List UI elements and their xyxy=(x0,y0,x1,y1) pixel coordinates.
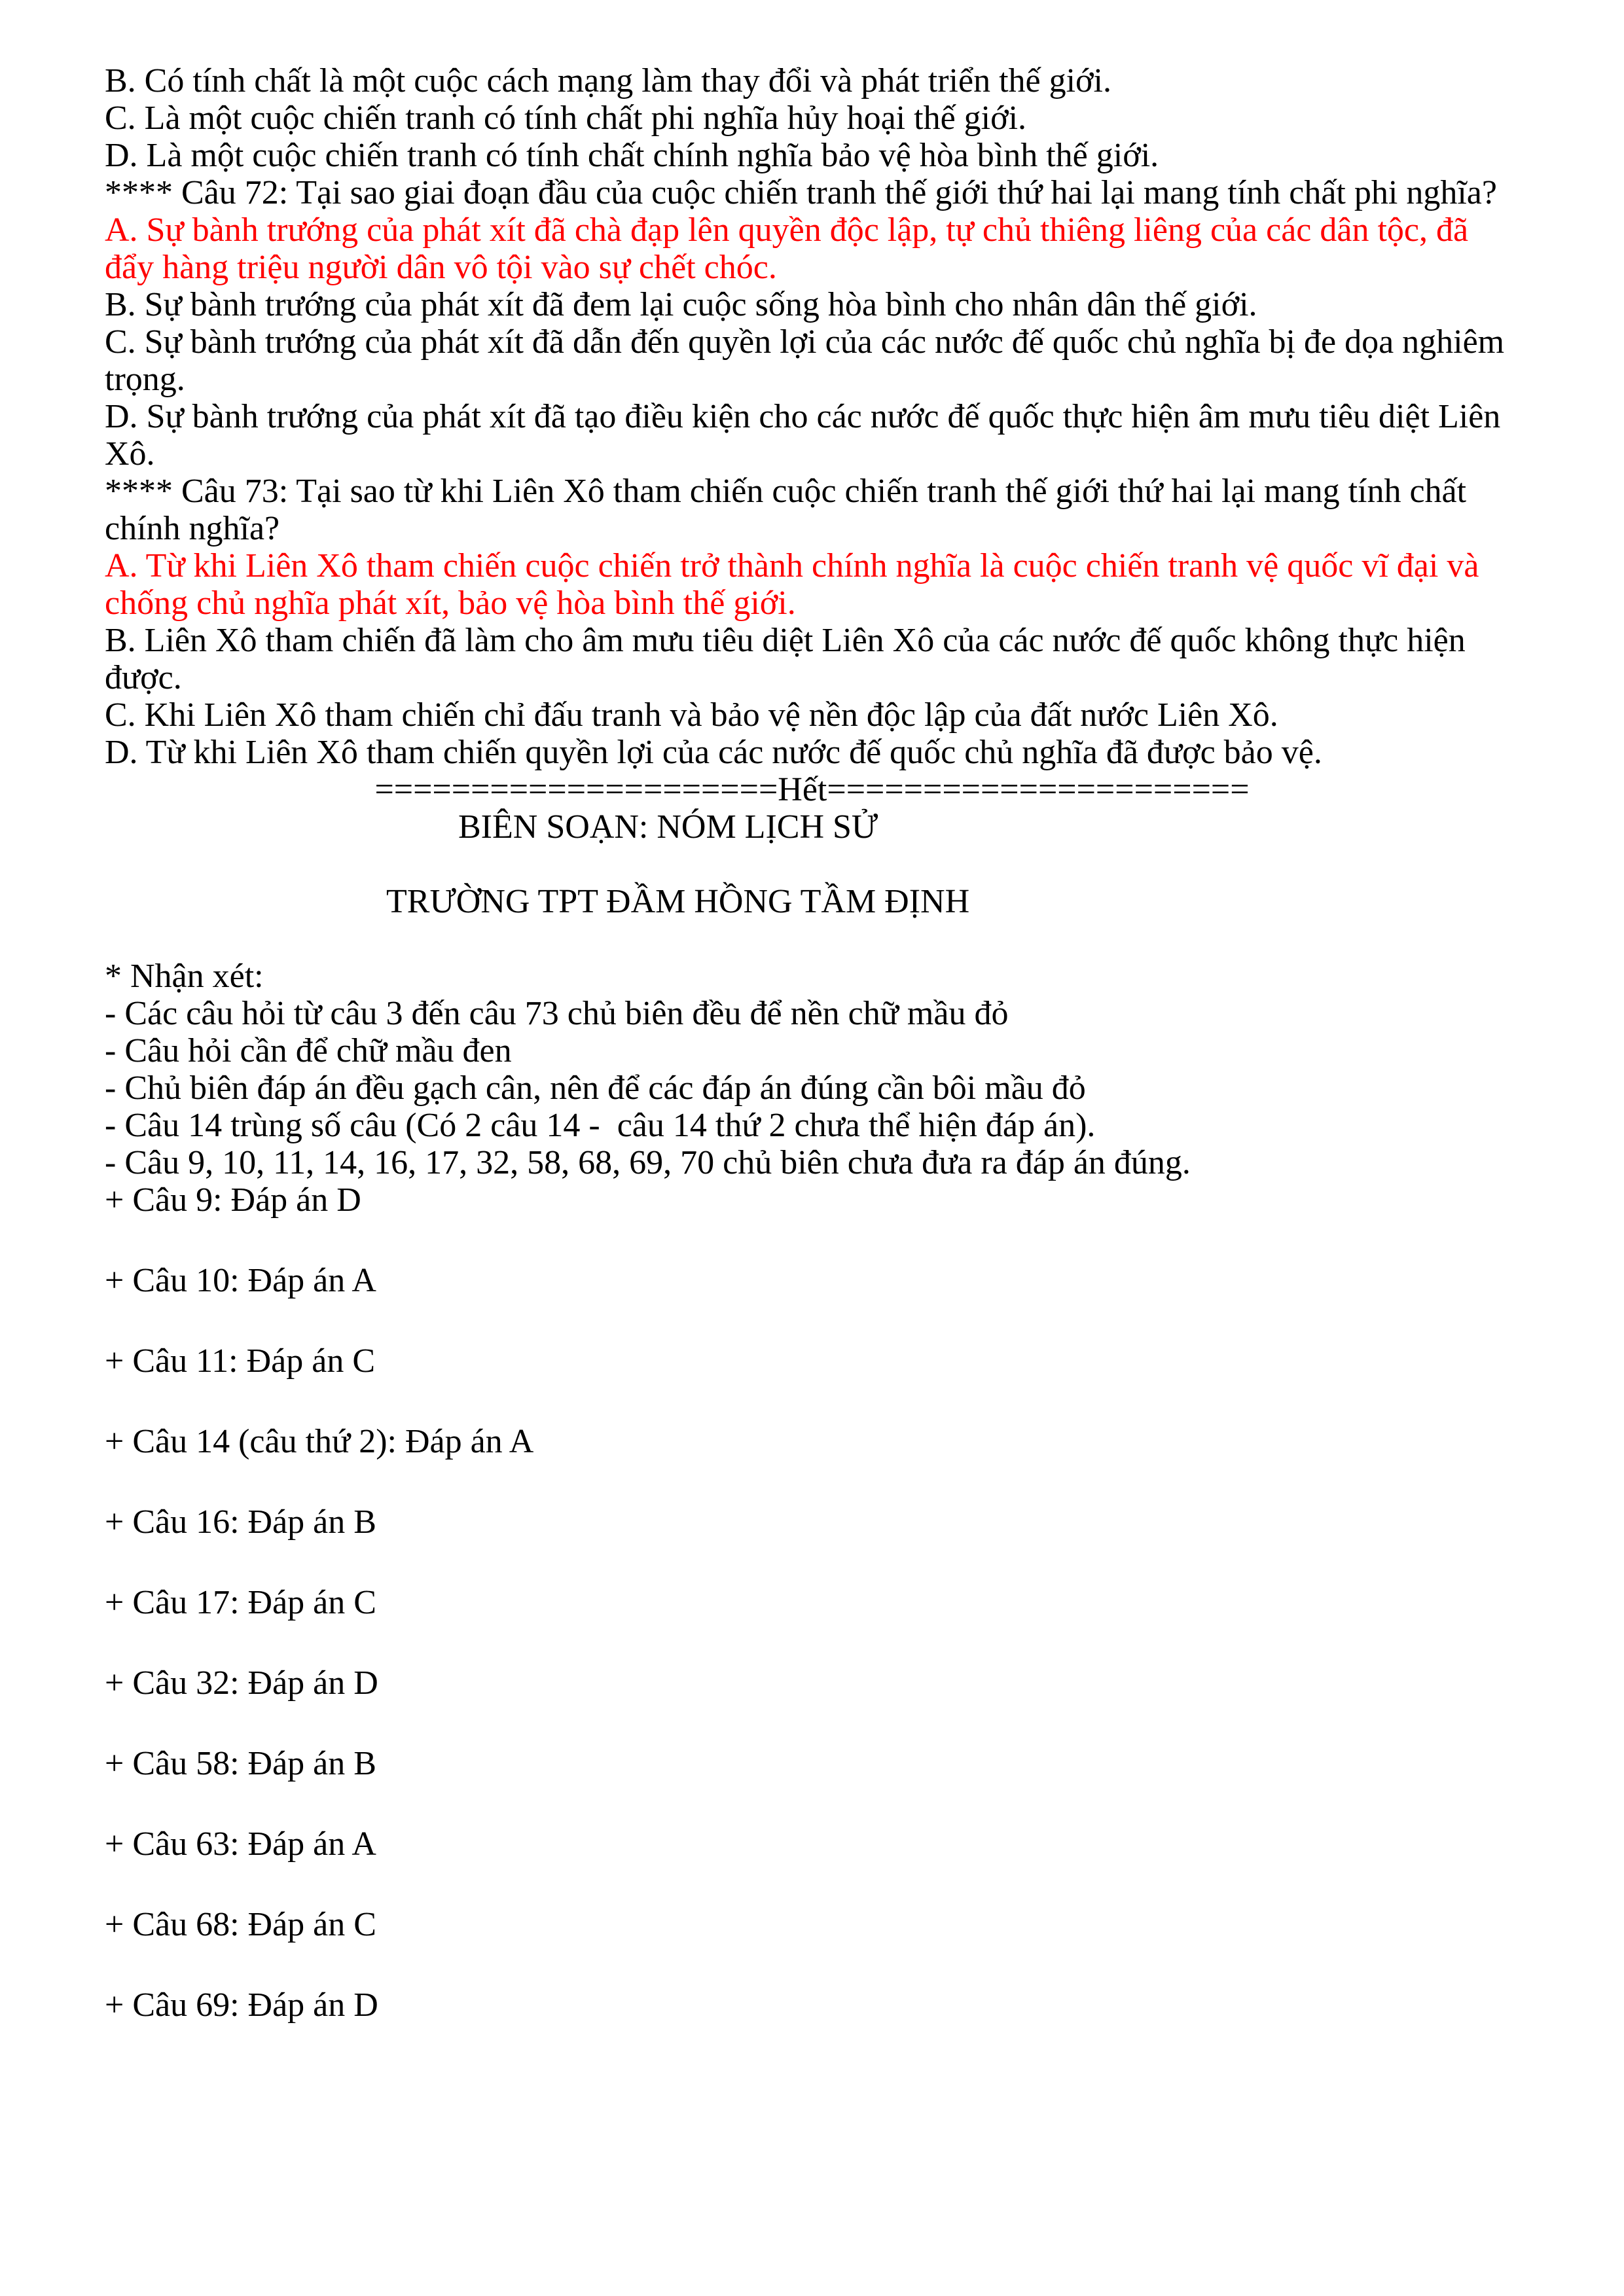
option-paragraph: C. Sự bành trướng của phát xít đã dẫn đến quyền lợi của các nước đế quốc chủ nghĩa bị đe dọa nghiêm trọng. xyxy=(105,323,1513,398)
question-paragraph: **** Câu 73: Tại sao từ khi Liên Xô tham chiến cuộc chiến tranh thế giới thứ hai lại mang tính chất chính nghĩa? xyxy=(105,473,1475,547)
option-paragraph: D. Là một cuộc chiến tranh có tính chất chính nghĩa bảo vệ hòa bình thế giới. xyxy=(105,137,1159,174)
credit-paragraph: BIÊN SOẠN: NÓM LỊCH SỬ xyxy=(458,808,878,846)
answer-paragraph: + Câu 63: Đáp án A xyxy=(105,1825,376,1863)
option-paragraph: C. Khi Liên Xô tham chiến chỉ đấu tranh và bảo vệ nền độc lập của đất nước Liên Xô. xyxy=(105,696,1278,734)
question-paragraph: **** Câu 72: Tại sao giai đoạn đầu của cuộc chiến tranh thế giới thứ hai lại mang tính chất phi nghĩa? xyxy=(105,174,1497,211)
note-paragraph: - Câu 9, 10, 11, 14, 16, 17, 32, 58, 68, 69, 70 chủ biên chưa đưa ra đáp án đúng. xyxy=(105,1144,1191,1181)
note-paragraph: - Câu hỏi cần để chữ mầu đen xyxy=(105,1032,512,1069)
blank-paragraph xyxy=(105,846,1519,883)
answer-paragraph: + Câu 17: Đáp án C xyxy=(105,1584,376,1621)
answer-paragraph: + Câu 69: Đáp án D xyxy=(105,1986,378,2024)
separator-paragraph: =====================Hết====================== xyxy=(374,771,1250,808)
answer-paragraph: + Câu 32: Đáp án D xyxy=(105,1664,378,1702)
note-header-paragraph: * Nhận xét: xyxy=(105,958,264,995)
option-paragraph: B. Liên Xô tham chiến đã làm cho âm mưu tiêu diệt Liên Xô của các nước đế quốc không thực hiện được. xyxy=(105,622,1474,696)
option-paragraph: D. Sự bành trướng của phát xít đã tạo điều kiện cho các nước đế quốc thực hiện âm mưu tiêu diệt Liên Xô. xyxy=(105,398,1509,473)
note-paragraph: - Câu 14 trùng số câu (Có 2 câu 14 - câu 14 thứ 2 chưa thể hiện đáp án). xyxy=(105,1107,1096,1144)
note-paragraph: - Các câu hỏi từ câu 3 đến câu 73 chủ biên đều để nền chữ mầu đỏ xyxy=(105,995,1009,1032)
option-paragraph: A. Từ khi Liên Xô tham chiến cuộc chiến trở thành chính nghĩa là cuộc chiến tranh vệ quốc vĩ đại và chống chủ nghĩa phát xít, bảo vệ hòa bình thế giới. xyxy=(105,547,1488,622)
answer-paragraph: + Câu 14 (câu thứ 2): Đáp án A xyxy=(105,1423,534,1460)
document-body xyxy=(105,62,1519,2024)
answer-paragraph: + Câu 68: Đáp án C xyxy=(105,1906,376,1943)
blank-paragraph xyxy=(105,920,1519,958)
answer-paragraph: + Câu 58: Đáp án B xyxy=(105,1745,376,1782)
option-paragraph: A. Sự bành trướng của phát xít đã chà đạp lên quyền độc lập, tự chủ thiêng liêng của các dân tộc, đã đẩy hàng triệu người dân vô tội vào sự chết chóc. xyxy=(105,211,1477,286)
answer-paragraph: + Câu 9: Đáp án D xyxy=(105,1181,361,1219)
note-paragraph: - Chủ biên đáp án đều gạch cân, nên để các đáp án đúng cần bôi mầu đỏ xyxy=(105,1069,1086,1107)
answer-paragraph: + Câu 11: Đáp án C xyxy=(105,1342,376,1380)
option-paragraph: B. Sự bành trướng của phát xít đã đem lại cuộc sống hòa bình cho nhân dân thế giới. xyxy=(105,286,1257,323)
answer-paragraph: + Câu 10: Đáp án A xyxy=(105,1262,376,1299)
option-paragraph: D. Từ khi Liên Xô tham chiến quyền lợi của các nước đế quốc chủ nghĩa đã được bảo vệ. xyxy=(105,734,1322,771)
option-paragraph: B. Có tính chất là một cuộc cách mạng làm thay đổi và phát triển thế giới. xyxy=(105,62,1111,99)
school-paragraph: TRƯỜNG TPT ĐẦM HỒNG TẦM ĐỊNH xyxy=(386,883,970,920)
option-paragraph: C. Là một cuộc chiến tranh có tính chất phi nghĩa hủy hoại thế giới. xyxy=(105,99,1027,137)
answer-paragraph: + Câu 16: Đáp án B xyxy=(105,1503,376,1541)
